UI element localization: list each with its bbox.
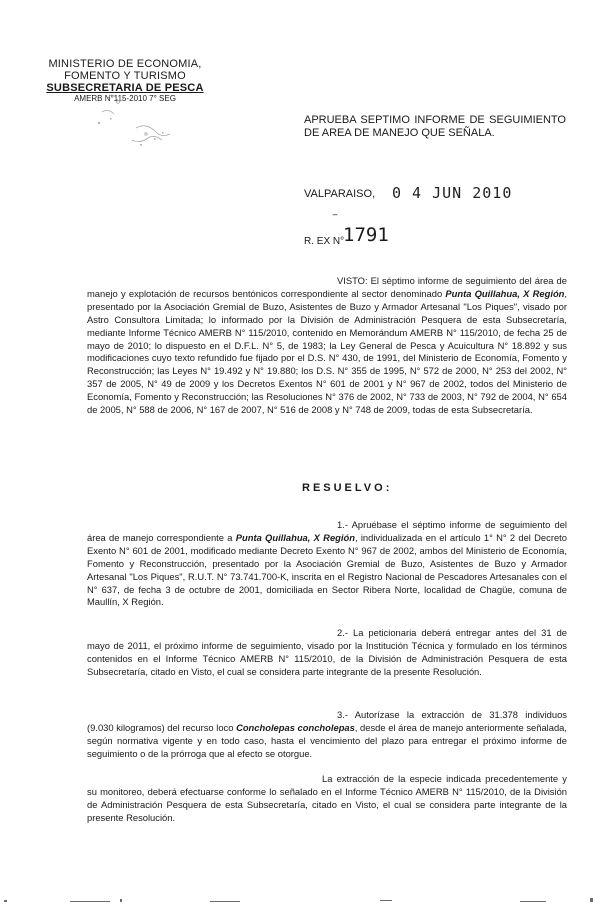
visto-text-a: VISTO: El séptimo informe de seguimiento del área de manejo y explotación de recursos bentónicos correspondiente al sector denominado: [87, 275, 567, 299]
visto-sector: Punta Quillahua, X Región: [445, 287, 565, 299]
resuelvo-heading: RESUELVO:: [302, 482, 393, 494]
issuer-ministry: MINISTERIO DE ECONOMIA,: [48, 58, 202, 70]
issuer-ministry-sub: FOMENTO Y TURISMO: [64, 70, 186, 82]
visto-text-b: , presentado por la Asociación Gremial de Buzo, Asistentes de Buzo y Armador Artesanal "Los Piques", visado por Astro Consultora Limitada; lo informado por la División de Administración Pesquera de esta Subsecretaría, mediante Informe Técnico AMERB N° 115/2010, contenido en Memorándum AMERB N° 115/2010, de fecha 25 de mayo de 2010; lo dispuesto en el D.F.L. N° 5, de 1983; la Ley General de Pesca y Acuicultura N° 18.892 y sus modificaciones cuyo texto refundido fue fijado por el D.S. N° 430, de 1991, del Ministerio de Economía, Fomento y Reconstrucción; las Leyes N° 19.492 y N° 19.880; los D.S. N° 355 de 1995, N° 572 de 2000, N° 253 del 2002, N° 357 de 2005, N° 49 de 2009 y los Decretos Exentos N° 601 de 2001 y N° 967 de 2002, todos del Ministerio de Economía, Fomento y Reconstrucción; las Resoluciones N° 376 de 2002, N° 733 de 2003, N° 792 de 2004, N° 654 de 2005, N° 588 de 2006, N° 167 de 2007, N° 516 de 2008 y N° 748 de 2009, todas de esta Subsecretaría.: [87, 287, 568, 416]
article-1-sector: Punta Quillahua, X Región: [235, 531, 355, 543]
article-3-species: Concholepas concholepas: [236, 721, 355, 733]
official-seal-icon: [88, 88, 178, 158]
visto-paragraph: [87, 275, 567, 417]
resolution-number: 1791: [343, 224, 389, 246]
issue-place: VALPARAISO,: [304, 188, 376, 200]
issuer-subsecretaria: SUBSECRETARIA DE PESCA: [46, 82, 204, 94]
rex-mark: ‾: [333, 213, 337, 227]
resolution-number-label: R. EX N°: [304, 236, 345, 247]
article-1-text-a: 1.- Apruébase el séptimo informe de seguimiento del área de manejo correspondiente a: [87, 519, 567, 543]
issue-date-stamp: 0 4 JUN 2010: [392, 184, 513, 202]
issuer-reference: AMERB N°115-2010 7° SEG: [74, 94, 176, 103]
resolution-article-1: [87, 519, 567, 609]
resolution-article-3-extraction: La extracción de la especie indicada precedentemente y su monitoreo, deberá efectuarse conforme lo señalado en el Informe Técnico AMERB N° 115/2010, de la División de Administración Pesquera de esta Subsecretaría, citado en Visto, el cual se considera parte integrante de la presente Resolución.: [87, 773, 567, 823]
resolution-article-2: 2.- La peticionaria deberá entregar antes del 31 de mayo de 2011, el próximo informe de seguimiento, visado por la Institución Técnica y formulado en los términos contenidos en el Informe Técnico AMERB N° 115/2010, de la División de Administración Pesquera de esta Subsecretaría, citado en Visto, el cual se considera parte integrante de la presente Resolución.: [87, 627, 567, 677]
article-1-text-b: , individualizada en el artículo 1° N° 2 del Decreto Exento N° 601 de 2001, modificado mediante Decreto Exento N° 967 de 2002, ambos del Ministerio de Economía, Fomento y Reconstrucción, presentado por la Asociación Gremial de Buzo, Asistentes de Buzo y Armador Artesanal "Los Piques", R.U.T. N° 73.741.700-K, inscrita en el Registro Nacional de Pescadores Artesanales con el N° 637, de fecha 3 de octubre de 2001, domiciliada en Sector Ribera Norte, localidad de Chagüe, comuna de Maullín, X Región.: [87, 531, 567, 608]
article-3-text-b: , desde el área de manejo anteriormente señalada, según normativa vigente y en todo caso, hasta el vencimiento del plazo para entregar el próximo informe de seguimiento o de la prórroga que al efecto se otorgue.: [87, 721, 567, 759]
resolution-article-3: [87, 709, 567, 761]
article-3-text-a: 3.- Autorízase la extracción de 31.378 individuos (9.030 kilogramos) del recurso loco: [87, 709, 567, 733]
scan-edge: [0, 891, 600, 905]
resolution-title: APRUEBA SEPTIMO INFORME DE SEGUIMIENTO DE AREA DE MANEJO QUE SEÑALA.: [304, 114, 566, 139]
